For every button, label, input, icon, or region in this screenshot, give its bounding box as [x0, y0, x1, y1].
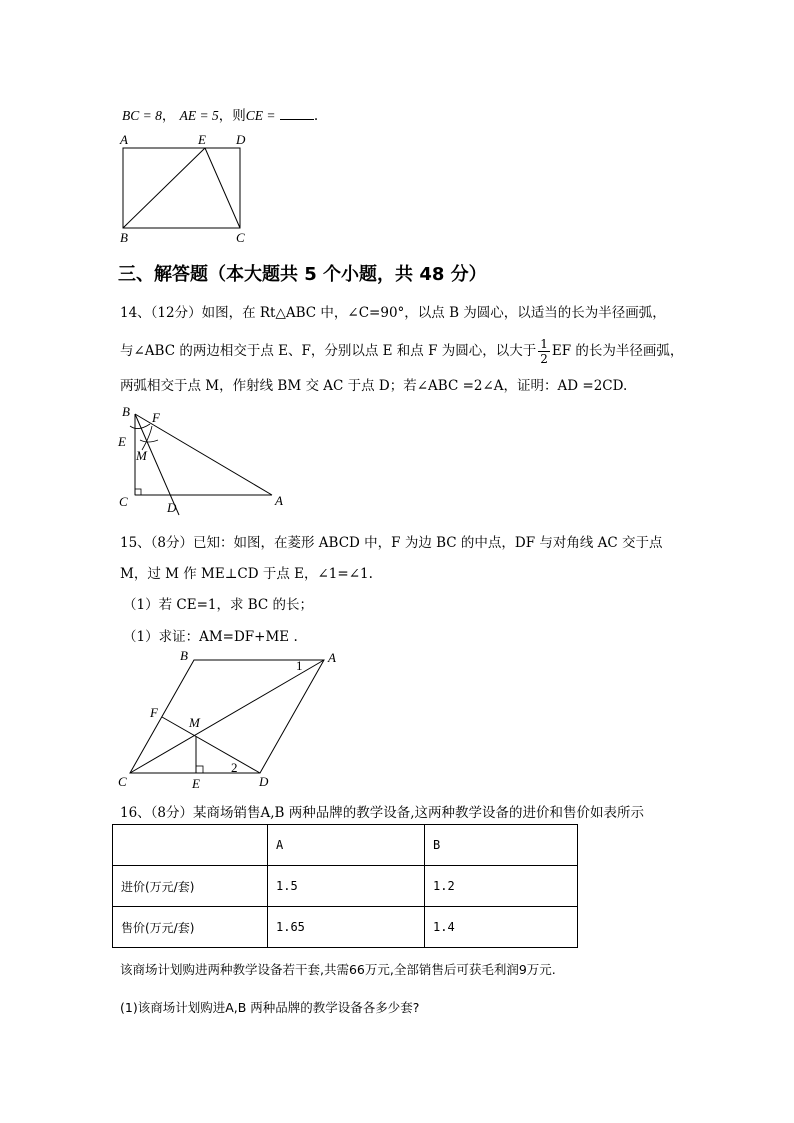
q13-rectangle-figure — [110, 130, 260, 248]
section-heading: 三、解答题（本大题共 5 个小题，共 48 分） — [118, 264, 487, 285]
q14-line2b: EF 的长为半径画弧， — [551, 343, 684, 359]
q13-ae: AE = 5 — [179, 108, 219, 123]
table-cell: 1.4 — [425, 907, 578, 948]
q14-line1: 14、（12分）如图，在 Rt△ABC 中，∠C=90°，以点 B 为圆心，以适当的长为半径画弧， — [120, 305, 666, 321]
label-a: A — [275, 493, 283, 508]
table-cell: 1.5 — [268, 866, 425, 907]
label-m: M — [189, 715, 200, 730]
q13-bc: BC = 8 — [122, 108, 162, 123]
angle-2-label: 2 — [231, 760, 238, 775]
fraction-denominator: 2 — [540, 352, 548, 366]
q15-rhombus-figure — [112, 645, 352, 795]
table-cell: B — [425, 825, 578, 866]
q13-ce: CE = — [245, 108, 276, 123]
label-d: D — [236, 132, 246, 147]
q13-then: ，则 — [218, 108, 246, 124]
q15-line1: 15、（8分）已知：如图，在菱形 ABCD 中，F 为边 BC 的中点，DF 与对角线 AC 交于点 — [120, 535, 663, 551]
q16-line1: 16、（8分）某商场销售A,B 两种品牌的教学设备,这两种教学设备的进价和售价如表所示 — [120, 805, 645, 821]
angle-1-label: 1 — [296, 658, 303, 673]
fraction — [538, 337, 550, 366]
q13-statement — [122, 104, 318, 124]
label-a: A — [328, 650, 336, 665]
table-cell: 1.2 — [425, 866, 578, 907]
table-cell: A — [268, 825, 425, 866]
label-e: E — [198, 132, 206, 147]
label-c: C — [118, 774, 127, 789]
label-b: B — [122, 404, 130, 419]
q15-line2: M，过 M 作 ME⊥CD 于点 E，∠1=∠1. — [120, 566, 373, 582]
q14-line2 — [120, 337, 683, 366]
q16-part1: (1)该商场计划购进A,B 两种品牌的教学设备各多少套? — [120, 1000, 420, 1015]
q14-line2a: 与∠ABC 的两边相交于点 E、F，分别以点 E 和点 F 为圆心，以大于 — [120, 343, 537, 359]
label-b: B — [180, 648, 188, 663]
label-f: F — [152, 410, 160, 425]
table-cell: 进价(万元/套) — [113, 866, 268, 907]
label-d: D — [259, 774, 269, 789]
answer-blank — [280, 107, 314, 120]
q15-part2: （1）求证：AM=DF+ME . — [123, 629, 298, 645]
label-c: C — [119, 494, 128, 509]
label-b: B — [120, 230, 128, 245]
table-cell: 售价(万元/套) — [113, 907, 268, 948]
q14-line3: 两弧相交于点 M，作射线 BM 交 AC 于点 D；若∠ABC =2∠A，证明：AD =2CD. — [120, 378, 628, 394]
q15-part1: （1）若 CE=1，求 BC 的长； — [123, 597, 314, 613]
table-cell: 1.65 — [268, 907, 425, 948]
q13-sep: ， — [161, 108, 176, 124]
label-d: D — [167, 500, 177, 515]
price-table — [112, 824, 578, 948]
label-e: E — [192, 776, 200, 791]
table-row — [113, 907, 578, 948]
table-cell — [113, 825, 268, 866]
table-row — [113, 866, 578, 907]
label-a: A — [120, 132, 128, 147]
fraction-numerator: 1 — [540, 337, 548, 351]
label-c: C — [236, 230, 245, 245]
table-header-row — [113, 825, 578, 866]
q13-end: . — [313, 108, 319, 124]
label-m: M — [136, 448, 147, 463]
q14-triangle-figure — [112, 400, 292, 518]
label-f: F — [150, 705, 158, 720]
label-e: E — [118, 434, 126, 449]
q16-line2: 该商场计划购进两种教学设备若干套,共需66万元,全部销售后可获毛利润9万元. — [120, 962, 556, 977]
